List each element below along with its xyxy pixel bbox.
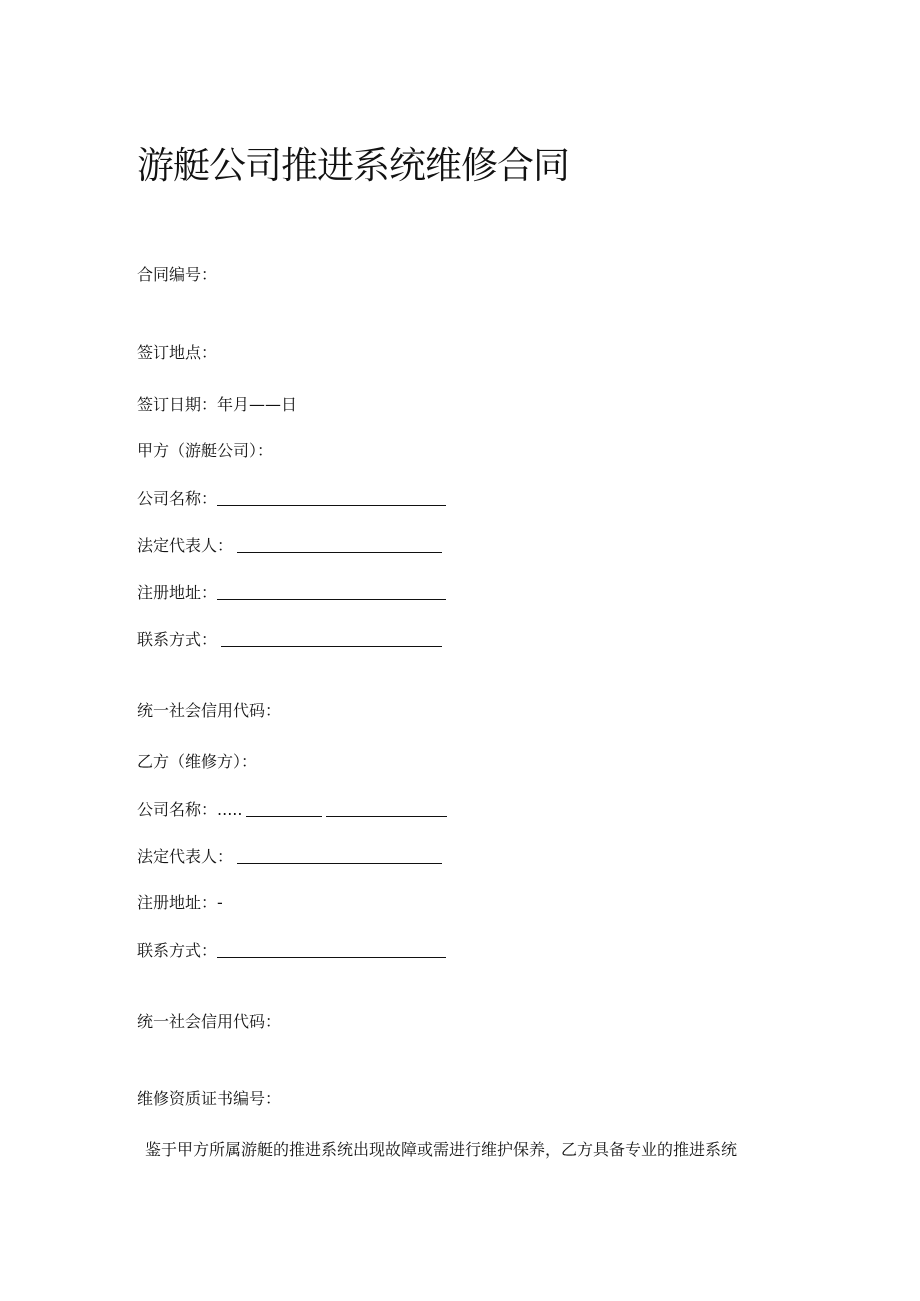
signing-date-line [137,394,297,416]
party-b-credit-code-line [137,1011,281,1033]
party-b-heading-text: 乙方（维修方）： [137,752,258,771]
contract-number-label: 合同编号： [137,265,218,284]
party-b-contact-blank[interactable] [217,941,446,958]
party-b-company-name-blank-1[interactable] [246,800,322,817]
party-b-address-line [137,892,223,914]
party-a-heading [137,440,273,462]
party-b-qualification-line [137,1088,281,1110]
party-a-legal-rep-label: 法定代表人： [137,536,234,555]
party-a-address-line [137,581,446,604]
party-a-contact-label: 联系方式： [137,630,218,649]
party-a-contact-blank-1[interactable] [221,630,281,647]
party-a-address-blank[interactable] [217,583,446,600]
party-a-company-name-blank[interactable] [217,489,446,506]
party-b-qualification-label: 维修资质证书编号： [137,1089,282,1108]
party-b-heading [137,751,257,773]
contract-number-line [137,264,217,286]
party-a-legal-rep-line [137,534,442,557]
party-a-contact-blank-2[interactable] [281,630,442,647]
party-a-contact-line [137,628,442,651]
party-b-contact-line [137,939,446,962]
signing-place-label: 签订地点： [137,343,218,362]
party-b-address-value: - [217,893,223,912]
party-b-contact-label: 联系方式： [137,941,218,960]
signing-date-label: 签订日期：年月——日 [137,395,298,414]
party-b-company-name-label: 公司名称： [137,800,218,819]
party-a-legal-rep-blank[interactable] [237,536,442,553]
party-b-address-label: 注册地址： [137,893,218,912]
party-b-credit-code-label: 统一社会信用代码： [137,1012,282,1031]
party-a-credit-code-line [137,700,281,722]
party-a-credit-code-label: 统一社会信用代码： [137,701,282,720]
party-b-legal-rep-label: 法定代表人： [137,847,234,866]
signing-place-line [137,342,217,364]
party-b-company-name-blank-2[interactable] [326,800,447,817]
party-b-legal-rep-line [137,845,442,868]
party-b-company-name-dots: ..... [217,800,243,819]
party-a-company-name-label: 公司名称： [137,489,218,508]
party-a-heading-text: 甲方（游艇公司）： [137,441,274,460]
party-a-company-name-line [137,487,446,510]
intro-paragraph: 鉴于甲方所属游艇的推进系统出现故障或需进行维护保养，乙方具备专业的推进系统 [145,1140,738,1159]
party-a-address-label: 注册地址： [137,583,218,602]
party-b-company-name-line [137,798,447,821]
document-title: 游艇公司推进系统维修合同 [137,144,569,187]
party-b-legal-rep-blank[interactable] [237,847,442,864]
